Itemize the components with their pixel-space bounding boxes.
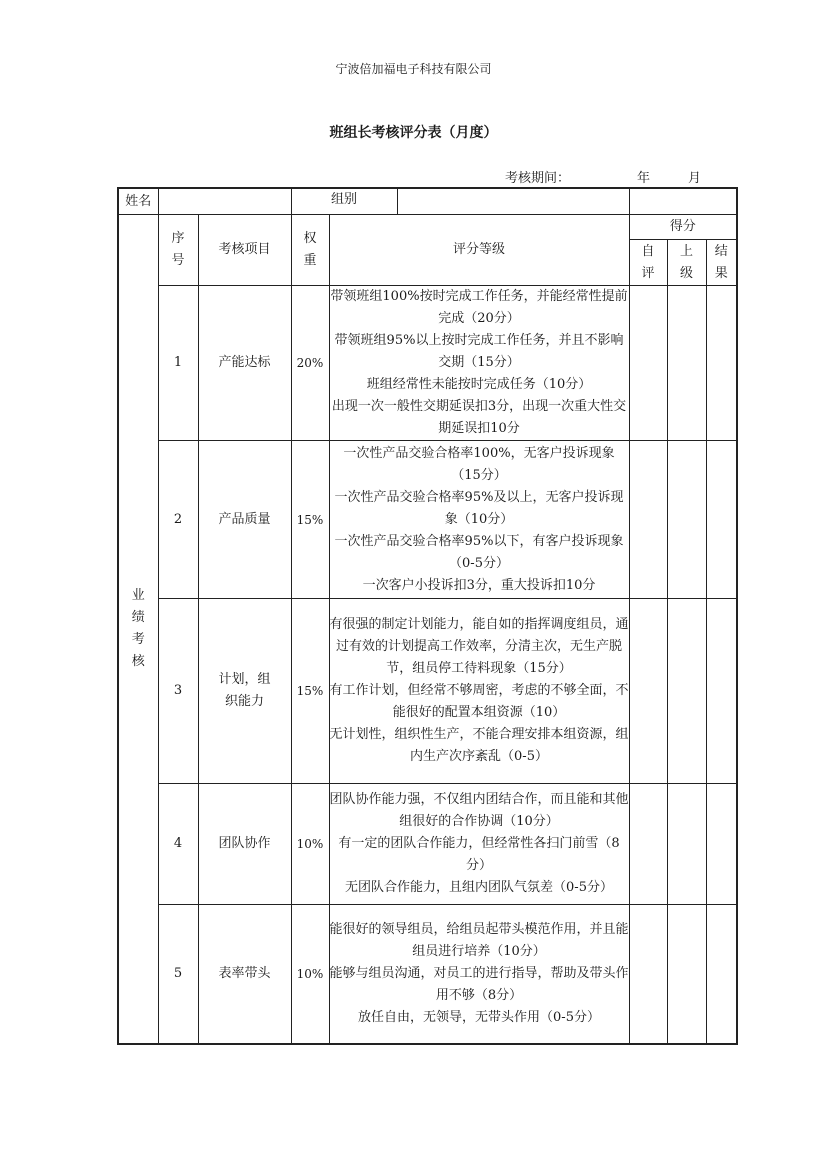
row-weight: 10%: [291, 784, 329, 905]
criteria-line: 能很好的领导组员，给组员起带头模范作用，并且能组员进行培养（10分）: [329, 921, 629, 959]
criteria-line: 一次客户小投诉扣3分，重大投诉扣10分: [362, 577, 596, 593]
name-label: 姓名: [118, 188, 158, 215]
self-header-char: 评: [641, 265, 655, 281]
name-field[interactable]: [158, 188, 291, 215]
superior-score-cell[interactable]: [667, 905, 706, 1044]
weight-header-char: 重: [303, 253, 317, 268]
criteria-line: 一次性产品交验合格率95%及以上，无客户投诉现象（10分）: [334, 489, 624, 527]
row-item: [198, 286, 291, 441]
grading-header: 评分等级: [329, 215, 629, 286]
period-label: 考核期间：: [505, 171, 571, 186]
self-score-cell[interactable]: [629, 441, 667, 599]
superior-score-cell[interactable]: [667, 599, 706, 784]
group-field[interactable]: [398, 189, 629, 214]
superior-score-cell[interactable]: [667, 286, 706, 441]
seq-header-char: 号: [171, 253, 185, 268]
row-weight: 10%: [291, 905, 329, 1044]
header-row-1: [118, 215, 737, 240]
criteria-line: 团队协作能力强，不仅组内团结合作，而且能和其他组很好的合作协调（10分）: [329, 792, 629, 829]
row-item-line: 表率带头: [218, 965, 271, 981]
criteria-row: [118, 905, 737, 1044]
category-char: 业: [131, 587, 145, 603]
category-char: 核: [131, 653, 145, 669]
info-row: [118, 188, 737, 215]
superior-score-header: [667, 240, 706, 286]
criteria-line: 带领班组100%按时完成工作任务，并能经常性提前完成（20分）: [330, 289, 628, 326]
row-criteria: [329, 784, 629, 905]
result-score-cell[interactable]: [706, 905, 737, 1044]
row-item: [198, 441, 291, 599]
company-name: 宁波倍加福电子科技有限公司: [335, 62, 492, 76]
assessment-period: [505, 167, 702, 186]
seq-header: [158, 215, 198, 286]
result-score-cell[interactable]: [706, 286, 737, 441]
row-item: [198, 784, 291, 905]
superior-score-cell[interactable]: [667, 441, 706, 599]
seq-header-char: 序: [171, 231, 185, 246]
self-score-cell[interactable]: [629, 286, 667, 441]
row-item-line: 产能达标: [218, 355, 271, 370]
score-header: 得分: [629, 215, 737, 240]
criteria-row: [118, 599, 737, 784]
weight-header: [291, 215, 329, 286]
period-month: 月: [688, 171, 702, 186]
group-field-cell: [291, 188, 629, 215]
row-criteria: [329, 286, 629, 441]
item-header: 考核项目: [198, 215, 291, 286]
self-score-cell[interactable]: [629, 784, 667, 905]
row-seq: 4: [158, 784, 198, 905]
criteria-line: 出现一次一般性交期延误扣3分，出现一次重大性交期延误扣10分: [331, 399, 627, 436]
row-weight: 15%: [291, 441, 329, 599]
row-seq: 1: [158, 286, 198, 441]
result-score-cell[interactable]: [706, 599, 737, 784]
row-seq: 2: [158, 441, 198, 599]
row-item: [198, 905, 291, 1044]
row-weight: 15%: [291, 599, 329, 784]
row-item-line: 计划，组: [218, 672, 271, 687]
criteria-row: [118, 286, 737, 441]
superior-score-cell[interactable]: [667, 784, 706, 905]
criteria-line: 一次性产品交验合格率95%以下，有客户投诉现象（0-5分）: [334, 533, 624, 571]
row-seq: 5: [158, 905, 198, 1044]
result-score-cell[interactable]: [706, 784, 737, 905]
criteria-row: [118, 441, 737, 599]
self-score-header: [629, 240, 667, 286]
criteria-row: [118, 784, 737, 905]
row-item: [198, 599, 291, 784]
criteria-line: 有一定的团队合作能力，但经常性各扫门前雪（8分）: [338, 836, 620, 873]
criteria-line: 带领班组95%以上按时完成工作任务，并且不影响交期（15分）: [334, 333, 624, 370]
result-score-cell[interactable]: [706, 441, 737, 599]
row-criteria: [329, 905, 629, 1044]
row-item-line: 织能力: [224, 694, 264, 709]
criteria-line: 无团队合作能力，且组内团队气氛差（0-5分）: [345, 880, 613, 895]
row-weight: 20%: [291, 286, 329, 441]
criteria-line: 班组经常性未能按时完成任务（10分）: [366, 377, 592, 392]
superior-header-char: 上: [679, 243, 693, 259]
row-item-line: 团队协作: [218, 836, 271, 851]
criteria-line: 有工作计划，但经常不够周密，考虑的不够全面，不能很好的配置本组资源（10）: [329, 683, 629, 720]
group-label: 组别: [292, 189, 398, 214]
row-criteria: [329, 599, 629, 784]
self-header-char: 自: [641, 243, 655, 259]
assessment-table: [117, 187, 738, 1045]
weight-header-char: 权: [303, 231, 317, 246]
criteria-line: 无计划性，组织性生产，不能合理安排本组资源，组内生产次序紊乱（0-5）: [329, 727, 629, 764]
row-seq: 3: [158, 599, 198, 784]
self-score-cell[interactable]: [629, 905, 667, 1044]
criteria-line: 有很强的制定计划能力，能自如的指挥调度组员，通过有效的计划提高工作效率，分清主次，无生产脱节，组员停工待料现象（15分）: [329, 617, 629, 676]
result-header-char: 果: [714, 265, 728, 281]
criteria-line: 一次性产品交验合格率100%，无客户投诉现象（15分）: [343, 445, 615, 483]
self-score-cell[interactable]: [629, 599, 667, 784]
category-char: 绩: [131, 609, 145, 625]
info-blank: [629, 188, 737, 215]
result-score-header: [706, 240, 737, 286]
row-item-line: 产品质量: [218, 511, 271, 527]
category-performance: [118, 215, 158, 1044]
period-year: 年: [637, 171, 651, 186]
superior-header-char: 级: [679, 265, 693, 281]
criteria-line: 放任自由，无领导，无带头作用（0-5分）: [358, 1009, 600, 1025]
category-char: 考: [131, 631, 145, 647]
criteria-line: 能够与组员沟通，对员工的进行指导，帮助及带头作用不够（8分）: [329, 965, 629, 1003]
row-criteria: [329, 441, 629, 599]
result-header-char: 结: [714, 243, 728, 259]
form-title: 班组长考核评分表（月度）: [329, 125, 498, 141]
